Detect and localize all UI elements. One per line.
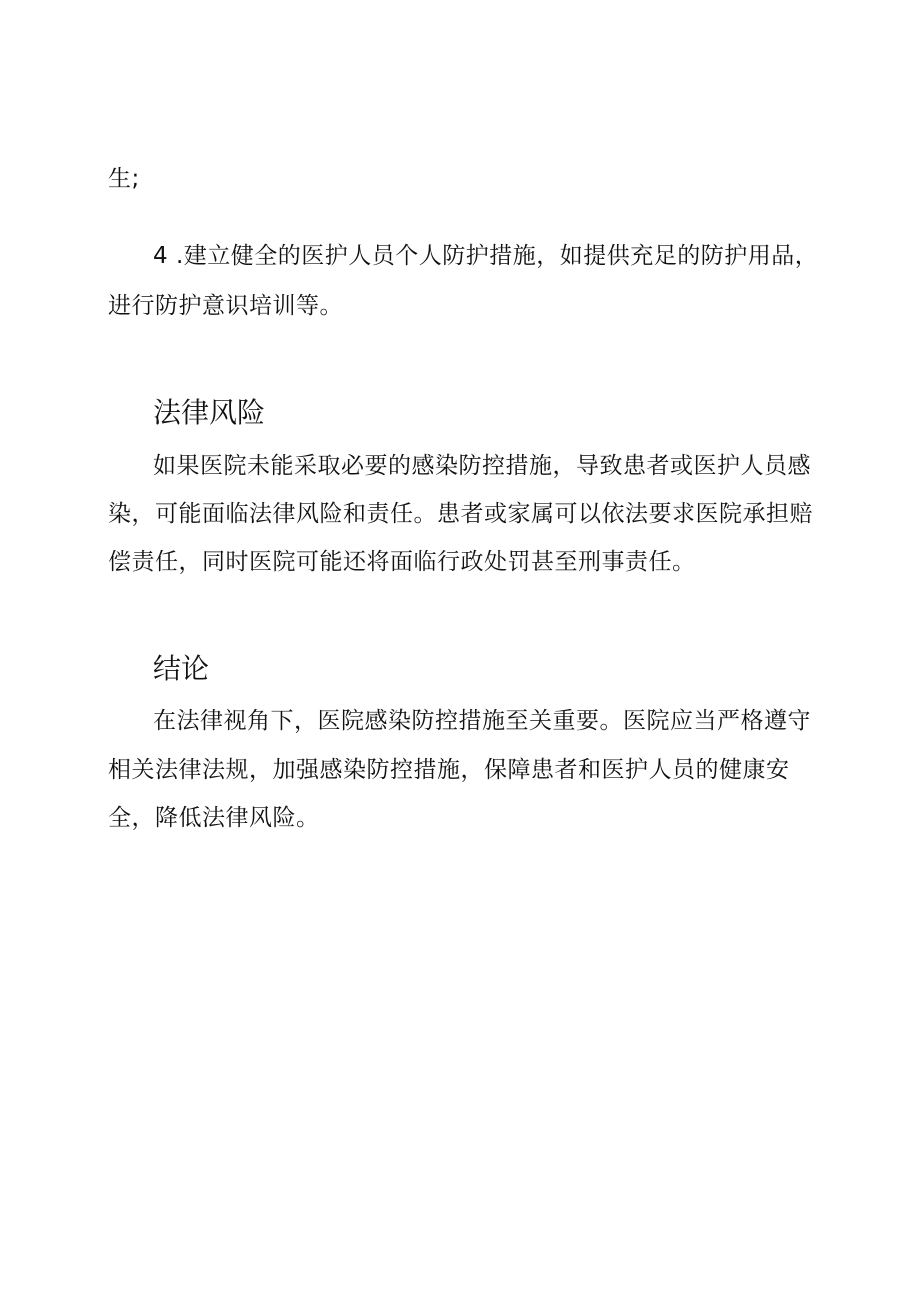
item-4-line-2: 进行防护意识培训等。 [108, 293, 343, 319]
conclusion-line-3: 全，降低法律风险。 [108, 805, 320, 831]
legal-risk-line-1: 如果医院未能采取必要的感染防控措施，导致患者或医护人员感 [153, 453, 811, 479]
legal-risk-heading: 法律风险 [153, 396, 266, 429]
continuation-text: 生; [108, 166, 140, 192]
conclusion-heading: 结论 [153, 652, 210, 685]
legal-risk-line-3: 偿责任，同时医院可能还将面临行政处罚甚至刑事责任。 [108, 549, 696, 575]
conclusion-line-1: 在法律视角下，医院感染防控措施至关重要。医院应当严格遵守 [153, 708, 811, 734]
conclusion-line-2: 相关法律法规，加强感染防控措施，保障患者和医护人员的健康安 [108, 757, 790, 783]
item-4-line-1: 4 .建立健全的医护人员个人防护措施，如提供充足的防护用品， [153, 243, 819, 269]
legal-risk-line-2: 染，可能面临法律风险和责任。患者或家属可以依法要求医院承担赔 [108, 501, 813, 527]
